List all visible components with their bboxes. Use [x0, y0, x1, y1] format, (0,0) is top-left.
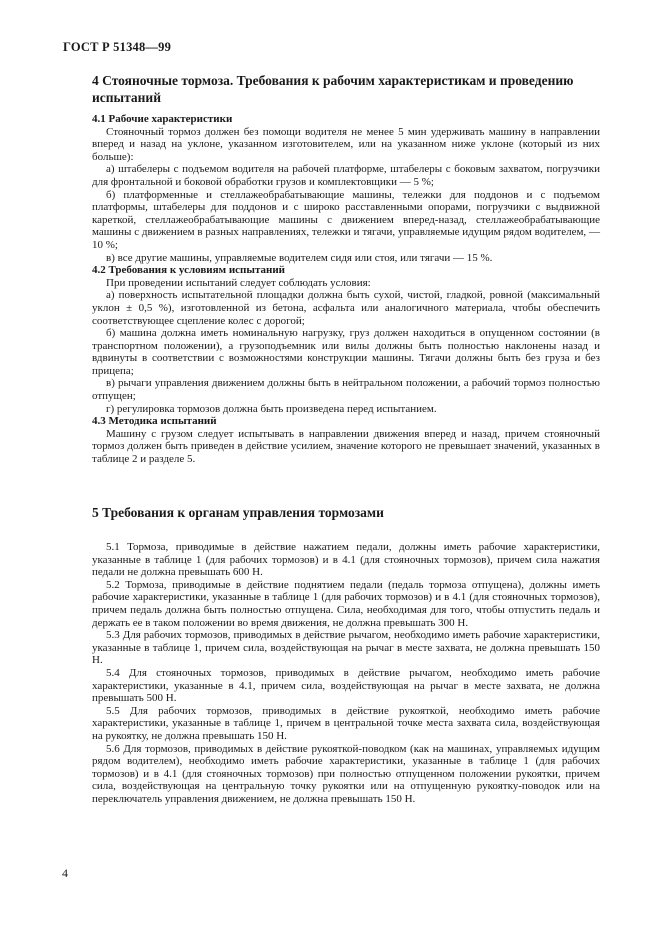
paragraph: Стояночный тормоз должен без помощи водителя не менее 5 мин удерживать машину в направлении вперед и назад на уклоне, указанном изготовителем, или на указанном ниже уклоне (который из них больше): — [92, 125, 600, 163]
section-4-title: 4 Стояночные тормоза. Требования к рабочим характеристикам и проведению испытаний — [92, 73, 574, 105]
paragraph: 5.2 Тормоза, приводимые в действие поднятием педали (педаль тормоза отпущена), должны иметь рабочие характеристики, указанные в таблице 1 (для рабочих тормозов) и в 4.1 (для стояночных тормозов), причем педаль должна быть полностью отпущена. Сила, необходимая для того, чтобы отпустить педаль и держать ее в таком положении во время движения, не должна превышать 300 Н. — [92, 578, 600, 629]
list-item: а) поверхность испытательной площадки должна быть сухой, чистой, гладкой, ровной (максимальный уклон ± 0,5 %), изготовленной из бетона, асфальта или аналогичного материала, чтобы обеспечить соответствующее сцепление колес с дорогой; — [92, 289, 600, 327]
list-item: в) все другие машины, управляемые водителем сидя или стоя, или тягачи — 15 %. — [106, 251, 493, 264]
paragraph: 5.6 Для тормозов, приводимых в действие рукояткой-поводком (как на машинах, управляемых идущим рядом водителем), необходимо иметь рабочие характеристики, указанные в таблице 1 (для рабочих тормозов) и в 4.1 (для стояночных тормозов) при полностью отпущенном положении рукоятки, причем сила, воздействующая на центральную точку рукоятки или на отпущенную рукоятку-поводок или на переключатель управления движением, не должна превышать 150 Н. — [92, 742, 600, 805]
list-item: а) штабелеры с подъемом водителя на рабочей платформе, штабелеры с боковым захватом, погрузчики для фронтальной и боковой обработки грузов и комплектовщики — 5 %; — [92, 163, 600, 188]
subsection-4-3-title: 4.3 Методика испытаний — [92, 415, 217, 428]
list-item: в) рычаги управления движением должны быть в нейтральном положении, а рабочий тормоз полностью отпущен; — [92, 377, 600, 403]
paragraph: 5.1 Тормоза, приводимые в действие нажатием педали, должны иметь рабочие характеристики, указанные в таблице 1 (для рабочих тормозов) и в 4.1 (для стояночных тормозов), причем сила нажатия педали не должна превышать 600 Н. — [92, 541, 600, 579]
section-4-body — [92, 113, 600, 466]
document-header: ГОСТ Р 51348—99 — [63, 40, 172, 54]
paragraph: 5.5 Для рабочих тормозов, приводимых в действие рукояткой, необходимо иметь рабочие характеристики, указанные в таблице 1, причем в центральной точке места захвата сила, воздействующая на рукоятку, не должна превышать 150 Н. — [92, 704, 600, 742]
section-5-title: 5 Требования к органам управления тормозами — [92, 505, 384, 520]
paragraph: Машину с грузом следует испытывать в направлении движения вперед и назад, причем стояночный тормоз должен быть приведен в действие усилием, значение которого не превышает значений, указанных в таблице 2 и разделе 5. — [92, 427, 600, 466]
subsection-4-2-title: 4.2 Требования к условиям испытаний — [92, 264, 286, 277]
subsection-4-1-title: 4.1 Рабочие характеристики — [92, 113, 233, 125]
section-5-body — [92, 541, 600, 805]
list-item: б) машина должна иметь номинальную нагрузку, груз должен находиться в опущенном состоянии (в транспортном положении), а грузоподъемник или вилы должны быть полностью наклонены назад и вдвинуты в соответствии с возможностями конструкции машины. Тягачи должны быть без груза и без прицепа; — [92, 327, 600, 377]
paragraph: При проведении испытаний следует соблюдать условия: — [106, 276, 371, 289]
page-number: 4 — [62, 866, 68, 880]
paragraph: 5.3 Для рабочих тормозов, приводимых в действие рычагом, необходимо иметь рабочие характеристики, указанные в таблице 1, причем сила, воздействующая на рычаг в месте захвата, не должна превышать 150 Н. — [92, 629, 600, 667]
paragraph: 5.4 Для стояночных тормозов, приводимых в действие рычагом, необходимо иметь рабочие характеристики, указанные в 4.1, причем сила, воздействующая на рычаг в месте захвата, не должна превышать 500 Н. — [92, 666, 600, 705]
list-item: б) платформенные и стеллажеобрабатывающие машины, тележки для поддонов и с подъемом платформы, штабелеры для поддонов и с широко расставленными опорами, погрузчики с выдвижной кареткой, стеллажеобрабатывающие машины с движением вперед-назад, стеллажеобрабатывающие машины с движением в разных направлениях, тележки и тягачи, управляемые идущим рядом водителем, — 10 %; — [92, 188, 600, 251]
list-item: г) регулировка тормозов должна быть произведена перед испытанием. — [106, 402, 437, 415]
